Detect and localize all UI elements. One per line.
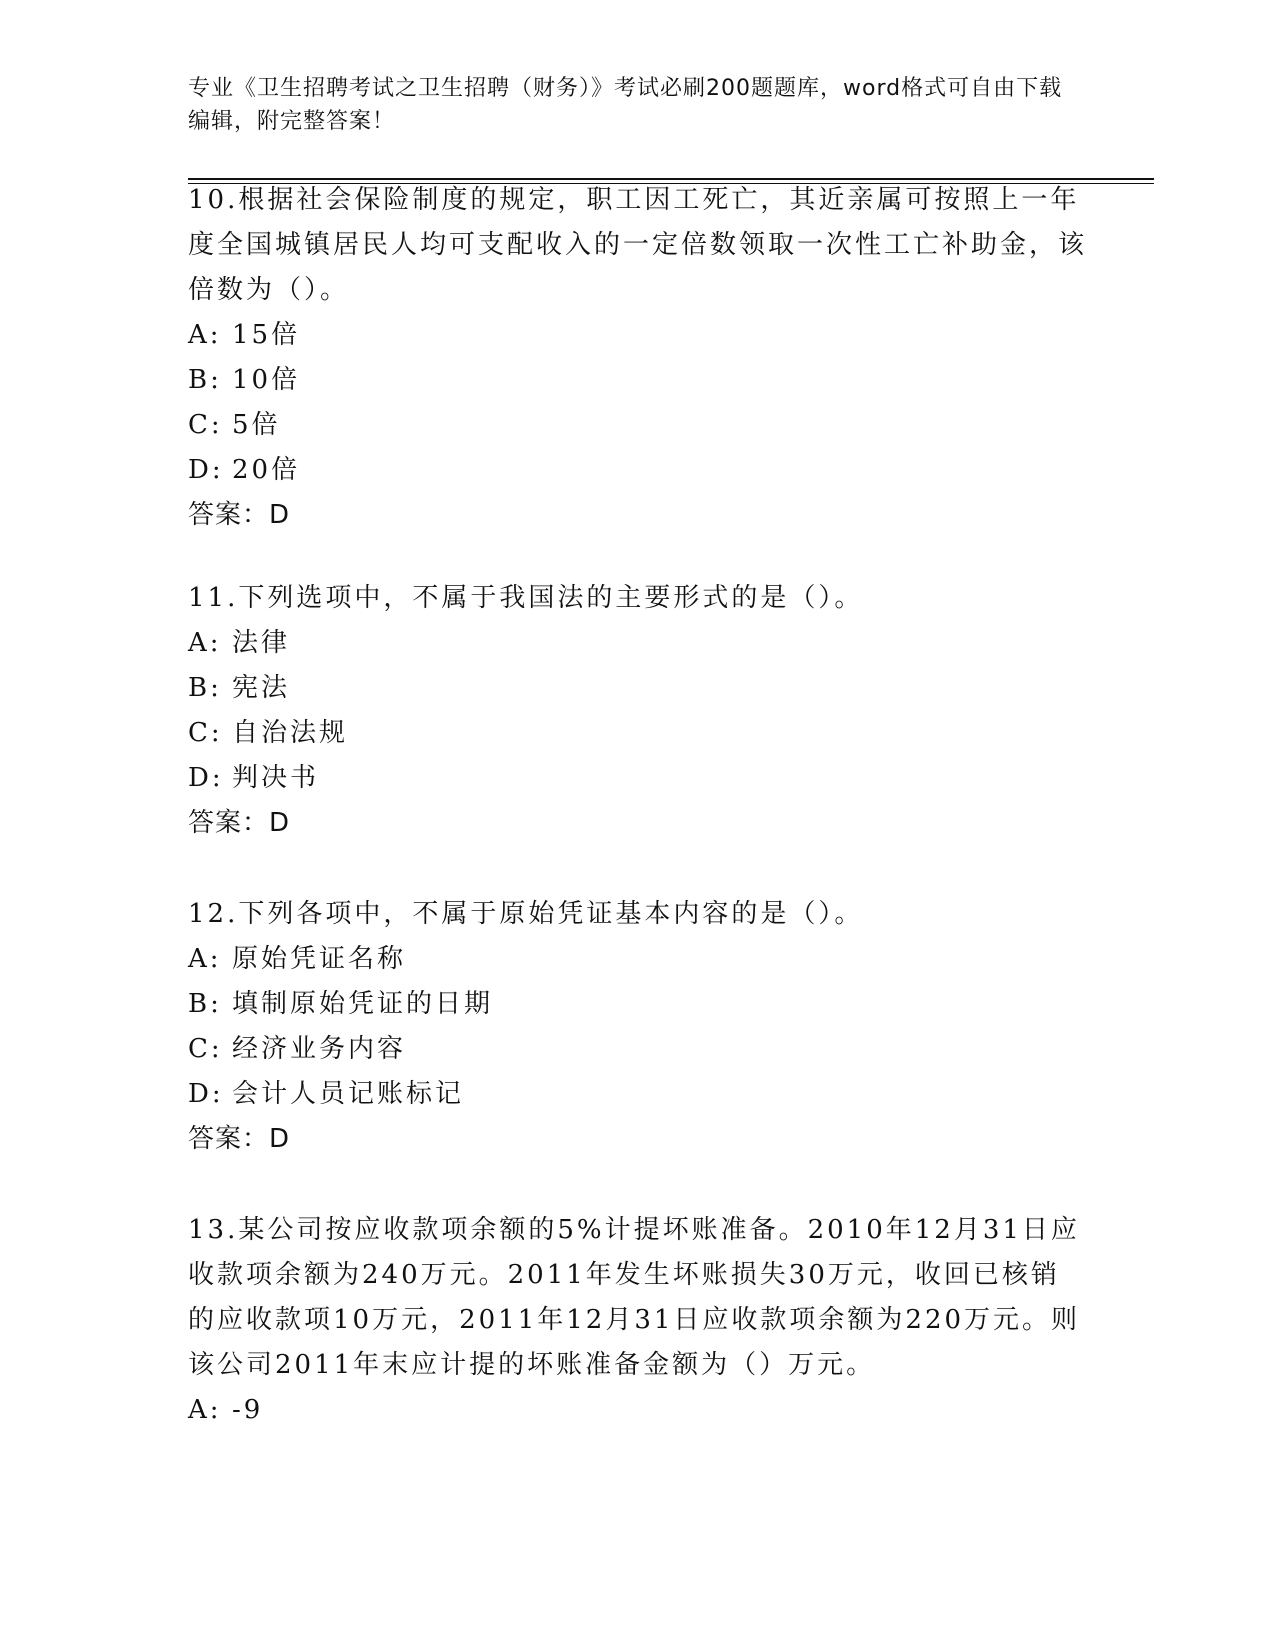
- option-key: A:: [188, 320, 222, 350]
- question-10: [188, 178, 1088, 538]
- option-text: 会计人员记账标记: [232, 1079, 465, 1109]
- question-11: [188, 576, 1088, 846]
- option-b: [188, 982, 1088, 1027]
- option-key: B:: [188, 365, 222, 395]
- option-b: [188, 358, 1088, 403]
- option-key: A:: [188, 628, 222, 658]
- option-text: 自治法规: [232, 718, 349, 748]
- option-c: [188, 1027, 1088, 1072]
- option-b: [188, 666, 1088, 711]
- option-text: 判决书: [232, 763, 320, 793]
- answer: 答案：D: [188, 808, 291, 838]
- question-13: [188, 1208, 1088, 1433]
- option-text: 10倍: [232, 365, 301, 395]
- option-text: 经济业务内容: [232, 1034, 407, 1064]
- option-a: [188, 621, 1088, 666]
- option-key: B:: [188, 989, 222, 1019]
- option-a: [188, 1388, 1088, 1433]
- option-text: 20倍: [232, 455, 301, 485]
- option-key: A:: [188, 1395, 222, 1425]
- option-d: [188, 1072, 1088, 1117]
- question-stem: 11.下列选项中，不属于我国法的主要形式的是（）。: [188, 583, 864, 613]
- question-stem: 13.某公司按应收款项余额的5%计提坏账准备。2010年12月31日应收款项余额为240万元。2011年发生坏账损失30万元，收回已核销的应收款项10万元，2011年12月31日应收款项余额为220万元。则该公司2011年末应计提的坏账准备金额为（）万元。: [188, 1215, 1081, 1380]
- answer: 答案：D: [188, 500, 291, 530]
- question-stem: 12.下列各项中，不属于原始凭证基本内容的是（）。: [188, 899, 864, 929]
- option-text: 法律: [232, 628, 291, 658]
- option-a: [188, 313, 1088, 358]
- option-key: D:: [188, 763, 224, 793]
- option-d: [188, 756, 1088, 801]
- option-key: D:: [188, 1079, 224, 1109]
- option-key: C:: [188, 1034, 223, 1064]
- document-header: 专业《卫生招聘考试之卫生招聘（财务）》考试必刷200题题库，word格式可自由下载编辑，附完整答案！: [188, 76, 1063, 134]
- option-c: [188, 711, 1088, 756]
- option-text: 宪法: [232, 673, 291, 703]
- option-key: C:: [188, 718, 223, 748]
- option-key: C:: [188, 410, 223, 440]
- option-d: [188, 448, 1088, 493]
- option-text: 填制原始凭证的日期: [232, 989, 494, 1019]
- option-text: -9: [232, 1395, 264, 1425]
- option-c: [188, 403, 1088, 448]
- option-key: D:: [188, 455, 224, 485]
- option-text: 原始凭证名称: [232, 944, 407, 974]
- option-a: [188, 937, 1088, 982]
- option-text: 15倍: [232, 320, 301, 350]
- question-12: [188, 892, 1088, 1162]
- option-key: B:: [188, 673, 222, 703]
- option-key: A:: [188, 944, 222, 974]
- answer: 答案：D: [188, 1124, 291, 1154]
- option-text: 5倍: [232, 410, 281, 440]
- question-stem: 10.根据社会保险制度的规定，职工因工死亡，其近亲属可按照上一年度全国城镇居民人均可支配收入的一定倍数领取一次性工亡补助金，该倍数为（）。: [188, 185, 1088, 305]
